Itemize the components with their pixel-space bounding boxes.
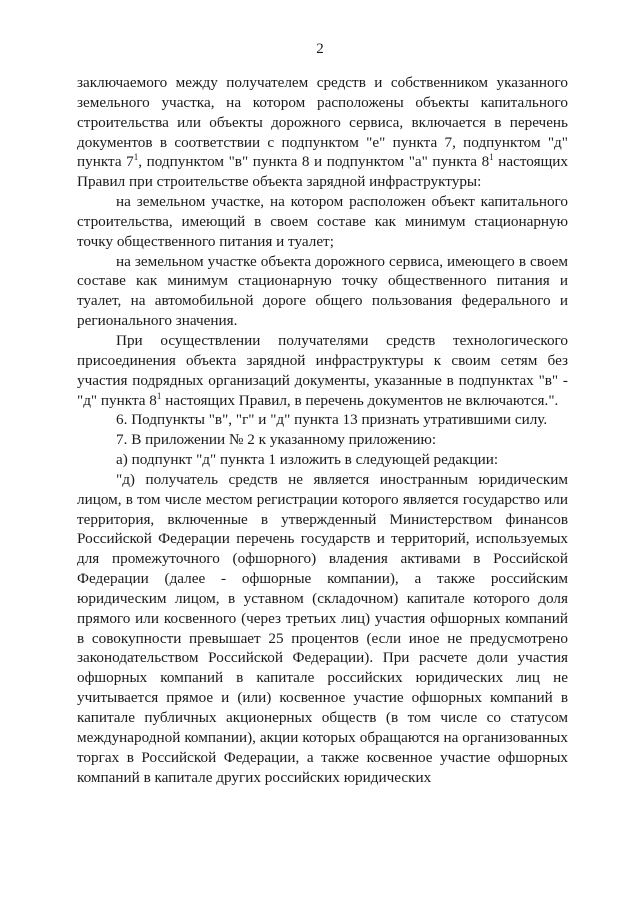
text-run: на земельном участке объекта дорожного сервиса, имеющего в своем составе как минимум стационарную точку общественного питания и туалет, на автомобильной дороге общего пользования федерального и регионального значения. [77,252,568,330]
text-run: "д) получатель средств не является иностранным юридическим лицом, в том числе местом регистрации которого является государство или территория, включенные в утвержденный Министерством финансов Российской Федерации перечень государств и территорий, используемых для промежуточного (офшорного) владения активами в Российской Федерации (далее - офшорные компании), а также российским юридическим лицом, в уставном (складочном) капитале которого доля прямого или косвенного (через третьих лиц) участия офшорных компаний в совокупности превышает 25 процентов (если иное не предусмотрено законодательством Российской Федерации). При расчете доли участия офшорных компаний в капитале российских юридических лиц не учитывается прямое и (или) косвенное участие офшорных компаний в капитале публичных акционерных обществ (в том числе со статусом международной компании), акции которых обращаются на организованных торгах в Российской Федерации, а также косвенное участие офшорных компаний в капитале других российских юридических [77,470,568,786]
text-run: 6. Подпункты "в", "г" и "д" пункта 13 признать утратившими силу. [116,411,548,429]
text-run: заключаемого между получателем средств и собственником указанного земельного участка, на котором расположены объекты капитального строительства или объекты дорожного сервиса, включается в перечень документов в соответствии с подпунктом "е" пункта 7, подпунктом "д" пункта 7 [77,74,568,171]
paragraph [77,73,568,192]
paragraph [77,252,568,331]
paragraph [77,192,568,252]
text-run: настоящих Правил, в перечень документов не включаются.". [161,391,559,409]
superscript: 1 [489,152,494,163]
page-number: 2 [316,41,324,57]
text-run: а) подпункт "д" пункта 1 изложить в следующей редакции: [116,451,499,469]
document-body [77,73,568,787]
text-run: 7. В приложении № 2 к указанному приложению: [116,431,437,449]
paragraph [77,430,568,450]
paragraph [77,331,568,410]
text-run: на земельном участке, на котором расположен объект капитального строительства, имеющий в своем составе как минимум стационарную точку общественного питания и туалет; [77,193,568,250]
superscript: 1 [133,152,139,163]
text-run: При осуществлении получателями средств технологического присоединения объекта зарядной инфраструктуры к своим сетям без участия подрядных организаций документы, указанные в подпунктах "в" - "д" пункта 8 [77,331,568,409]
paragraph [77,450,568,470]
text-run: настоящих Правил при строительстве объекта зарядной инфраструктуры: [77,153,568,191]
text-run: , подпунктом "в" пункта 8 и подпунктом "а" пункта 8 [138,153,490,171]
paragraph [77,470,568,788]
superscript: 1 [156,390,162,401]
paragraph [77,410,568,430]
